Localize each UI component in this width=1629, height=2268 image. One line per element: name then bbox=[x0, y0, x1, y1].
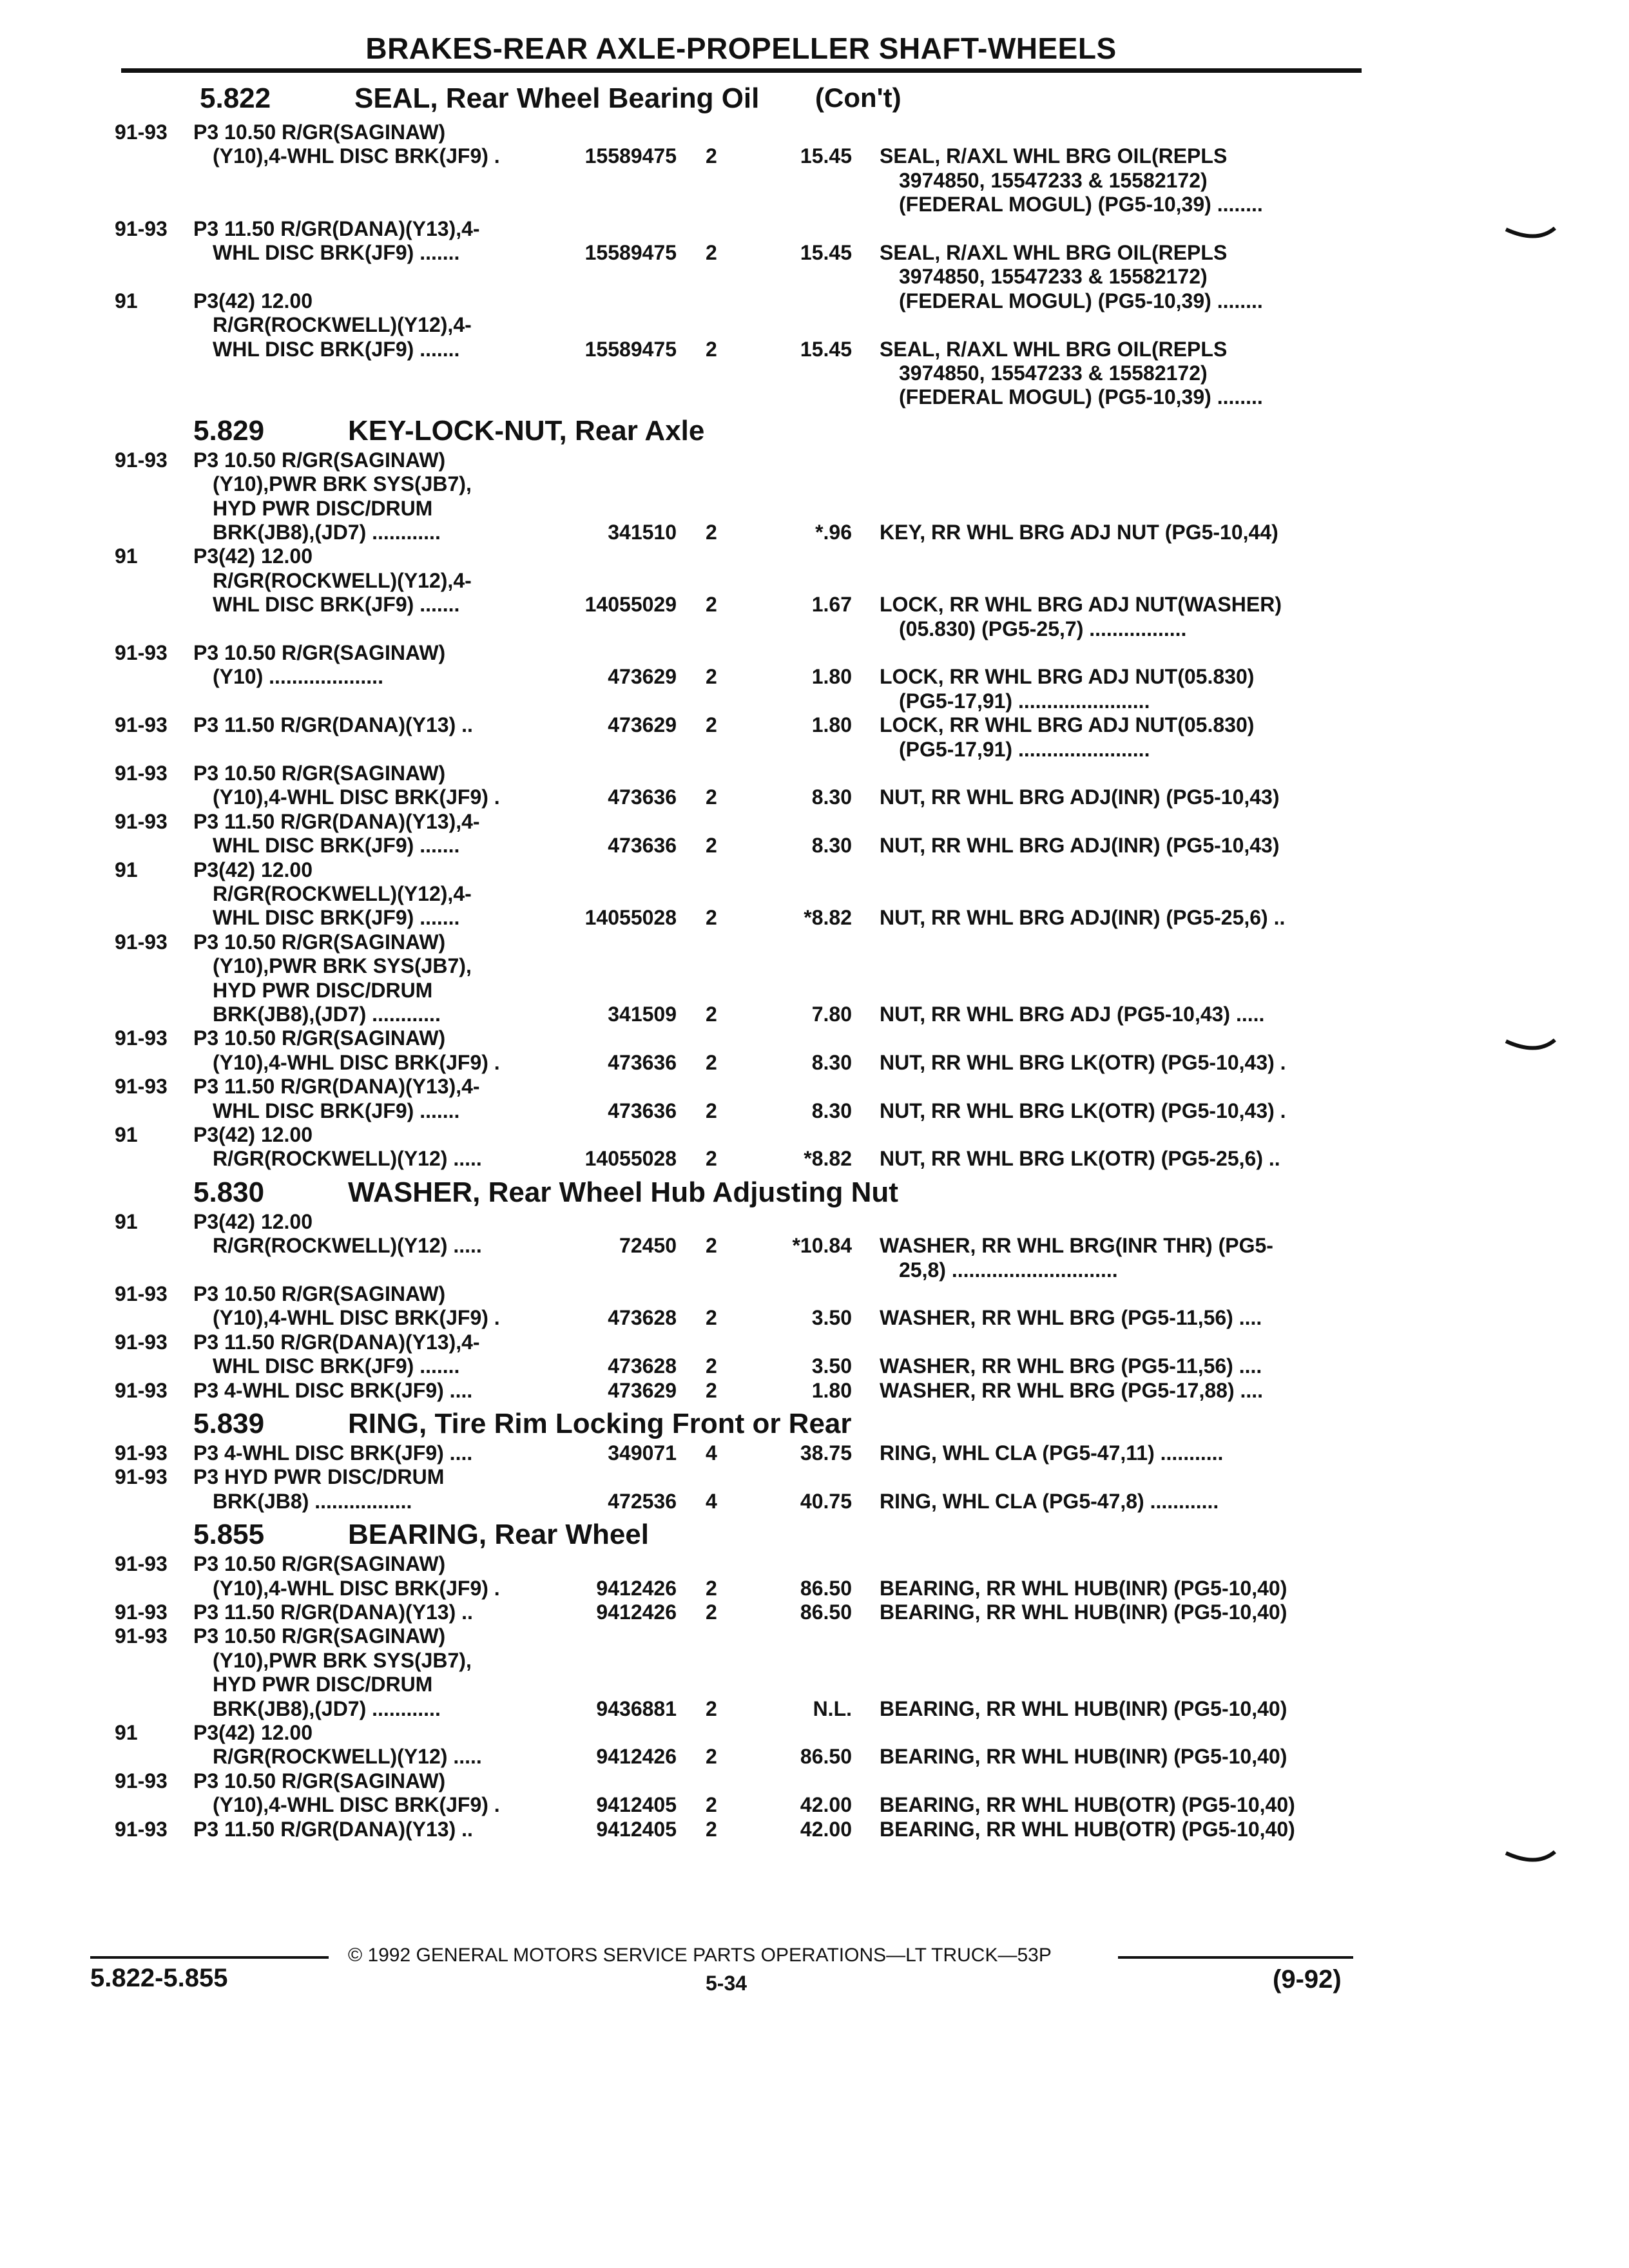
quantity: 2 bbox=[706, 665, 717, 689]
part-number: 341510 bbox=[608, 521, 677, 544]
application-description: (Y10),PWR BRK SYS(JB7), bbox=[213, 1648, 472, 1672]
application-description: WHL DISC BRK(JF9) ....... bbox=[213, 593, 460, 617]
application-description: (Y10),PWR BRK SYS(JB7), bbox=[213, 472, 472, 496]
application-description: P3 10.50 R/GR(SAGINAW) bbox=[193, 120, 446, 144]
application-description: P3 11.50 R/GR(DANA)(Y13) .. bbox=[193, 1817, 473, 1841]
application-description: (Y10),4-WHL DISC BRK(JF9) . bbox=[213, 1576, 500, 1600]
part-number: 473636 bbox=[608, 1050, 677, 1074]
application-description: P3 11.50 R/GR(DANA)(Y13),4- bbox=[193, 1330, 480, 1354]
section-number: 5.855 bbox=[193, 1519, 265, 1551]
quantity: 2 bbox=[706, 1099, 717, 1122]
model-years: 91 bbox=[115, 289, 138, 312]
part-name: NUT, RR WHL BRG ADJ (PG5-10,43) ..... bbox=[880, 1003, 1265, 1026]
section-title: KEY-LOCK-NUT, Rear Axle bbox=[348, 414, 705, 447]
part-number: 473628 bbox=[608, 1354, 677, 1378]
part-name: LOCK, RR WHL BRG ADJ NUT(05.830) bbox=[880, 665, 1255, 689]
application-description: BRK(JB8),(JD7) ............ bbox=[213, 1696, 441, 1720]
application-description: P3 10.50 R/GR(SAGINAW) bbox=[193, 930, 446, 954]
application-description: P3(42) 12.00 bbox=[193, 1209, 313, 1233]
part-number: 72450 bbox=[619, 1234, 677, 1258]
footer-rule-right bbox=[1118, 1956, 1353, 1959]
part-name: SEAL, R/AXL WHL BRG OIL(REPLS bbox=[880, 241, 1228, 264]
model-years: 91-93 bbox=[115, 1552, 168, 1576]
part-name: 3974850, 15547233 & 15582172) bbox=[899, 168, 1208, 192]
model-years: 91-93 bbox=[115, 930, 168, 954]
model-years: 91-93 bbox=[115, 641, 168, 664]
part-number: 14055028 bbox=[584, 1147, 677, 1171]
part-name: (FEDERAL MOGUL) (PG5-10,39) ........ bbox=[899, 385, 1263, 409]
list-price: 3.50 bbox=[811, 1306, 852, 1330]
application-description: P3 10.50 R/GR(SAGINAW) bbox=[193, 1624, 446, 1648]
part-number: 472536 bbox=[608, 1489, 677, 1513]
quantity: 2 bbox=[706, 1600, 717, 1624]
list-price: *.96 bbox=[815, 521, 852, 544]
application-description: P3(42) 12.00 bbox=[193, 858, 313, 881]
footer-copyright: © 1992 GENERAL MOTORS SERVICE PARTS OPERATIONS—LT TRUCK—53P bbox=[348, 1945, 1052, 1966]
part-name: NUT, RR WHL BRG LK(OTR) (PG5-25,6) .. bbox=[880, 1147, 1280, 1171]
part-name: (FEDERAL MOGUL) (PG5-10,39) ........ bbox=[899, 289, 1263, 312]
application-description: WHL DISC BRK(JF9) ....... bbox=[213, 1099, 460, 1122]
part-number: 473629 bbox=[608, 665, 677, 689]
part-name: NUT, RR WHL BRG LK(OTR) (PG5-10,43) . bbox=[880, 1099, 1286, 1122]
section-title: SEAL, Rear Wheel Bearing Oil bbox=[354, 82, 760, 114]
application-description: P3(42) 12.00 bbox=[193, 544, 313, 568]
list-price: 3.50 bbox=[811, 1354, 852, 1378]
application-description: P3 4-WHL DISC BRK(JF9) .... bbox=[193, 1441, 473, 1465]
application-description: R/GR(ROCKWELL)(Y12),4- bbox=[213, 882, 472, 905]
list-price: 86.50 bbox=[800, 1600, 852, 1624]
list-price: *10.84 bbox=[792, 1234, 852, 1258]
list-price: *8.82 bbox=[804, 906, 852, 930]
quantity: 2 bbox=[706, 1696, 717, 1720]
quantity: 2 bbox=[706, 1745, 717, 1769]
application-description: (Y10),4-WHL DISC BRK(JF9) . bbox=[213, 1793, 500, 1817]
application-description: P3 10.50 R/GR(SAGINAW) bbox=[193, 1282, 446, 1305]
quantity: 4 bbox=[706, 1489, 717, 1513]
quantity: 2 bbox=[706, 144, 717, 168]
model-years: 91-93 bbox=[115, 216, 168, 240]
application-description: (Y10),4-WHL DISC BRK(JF9) . bbox=[213, 1050, 500, 1074]
model-years: 91 bbox=[115, 1721, 138, 1744]
part-number: 15589475 bbox=[584, 144, 677, 168]
list-price: 15.45 bbox=[800, 144, 852, 168]
application-description: P3 10.50 R/GR(SAGINAW) bbox=[193, 641, 446, 664]
part-name: WASHER, RR WHL BRG(INR THR) (PG5- bbox=[880, 1234, 1273, 1258]
list-price: 38.75 bbox=[800, 1441, 852, 1465]
list-price: *8.82 bbox=[804, 1147, 852, 1171]
application-description: HYD PWR DISC/DRUM bbox=[213, 1673, 433, 1696]
part-name: LOCK, RR WHL BRG ADJ NUT(05.830) bbox=[880, 713, 1255, 737]
list-price: 42.00 bbox=[800, 1793, 852, 1817]
application-description: P3 11.50 R/GR(DANA)(Y13),4- bbox=[193, 216, 480, 240]
part-name: 25,8) ............................. bbox=[899, 1258, 1118, 1282]
quantity: 4 bbox=[706, 1441, 717, 1465]
quantity: 2 bbox=[706, 1234, 717, 1258]
part-number: 473629 bbox=[608, 1378, 677, 1402]
section-number: 5.830 bbox=[193, 1176, 265, 1208]
part-name: WASHER, RR WHL BRG (PG5-11,56) .... bbox=[880, 1306, 1262, 1330]
model-years: 91-93 bbox=[115, 1026, 168, 1050]
part-name: (PG5-17,91) ....................... bbox=[899, 689, 1150, 713]
application-description: (Y10),4-WHL DISC BRK(JF9) . bbox=[213, 785, 500, 809]
application-description: P3 11.50 R/GR(DANA)(Y13),4- bbox=[193, 809, 480, 833]
part-name: NUT, RR WHL BRG ADJ(INR) (PG5-10,43) bbox=[880, 785, 1280, 809]
model-years: 91-93 bbox=[115, 713, 168, 737]
section-heading bbox=[0, 1519, 1629, 1554]
part-name: (PG5-17,91) ....................... bbox=[899, 737, 1150, 761]
quantity: 2 bbox=[706, 1576, 717, 1600]
section-number: 5.822 bbox=[200, 82, 271, 114]
footer-rule-left bbox=[90, 1956, 329, 1959]
application-description: P3 10.50 R/GR(SAGINAW) bbox=[193, 1026, 446, 1050]
quantity: 2 bbox=[706, 1050, 717, 1074]
scan-mark bbox=[1505, 1037, 1556, 1057]
quantity: 2 bbox=[706, 1147, 717, 1171]
part-number: 9412426 bbox=[596, 1745, 677, 1769]
scan-mark bbox=[1505, 226, 1556, 245]
model-years: 91 bbox=[115, 1123, 138, 1146]
part-name: NUT, RR WHL BRG ADJ(INR) (PG5-25,6) .. bbox=[880, 906, 1286, 930]
quantity: 2 bbox=[706, 1793, 717, 1817]
application-description: WHL DISC BRK(JF9) ....... bbox=[213, 241, 460, 264]
model-years: 91 bbox=[115, 858, 138, 881]
application-description: P3 11.50 R/GR(DANA)(Y13) .. bbox=[193, 713, 473, 737]
application-description: P3(42) 12.00 bbox=[193, 1123, 313, 1146]
section-number: 5.839 bbox=[193, 1408, 265, 1439]
section-number: 5.829 bbox=[193, 414, 265, 447]
quantity: 2 bbox=[706, 1817, 717, 1841]
quantity: 2 bbox=[706, 337, 717, 361]
part-name: BEARING, RR WHL HUB(INR) (PG5-10,40) bbox=[880, 1600, 1287, 1624]
application-description: R/GR(ROCKWELL)(Y12),4- bbox=[213, 313, 472, 337]
part-number: 15589475 bbox=[584, 241, 677, 264]
list-price: N.L. bbox=[813, 1696, 852, 1720]
part-name: BEARING, RR WHL HUB(OTR) (PG5-10,40) bbox=[880, 1793, 1295, 1817]
list-price: 8.30 bbox=[811, 1050, 852, 1074]
application-description: P3 10.50 R/GR(SAGINAW) bbox=[193, 1769, 446, 1792]
scan-mark bbox=[1505, 1849, 1556, 1869]
part-number: 9412405 bbox=[596, 1793, 677, 1817]
section-title: RING, Tire Rim Locking Front or Rear bbox=[348, 1408, 852, 1439]
list-price: 7.80 bbox=[811, 1003, 852, 1026]
list-price: 1.80 bbox=[811, 1378, 852, 1402]
application-description: R/GR(ROCKWELL)(Y12),4- bbox=[213, 568, 472, 592]
part-name: KEY, RR WHL BRG ADJ NUT (PG5-10,44) bbox=[880, 521, 1278, 544]
application-description: BRK(JB8),(JD7) ............ bbox=[213, 1003, 441, 1026]
application-description: BRK(JB8) ................. bbox=[213, 1489, 412, 1513]
model-years: 91-93 bbox=[115, 1075, 168, 1099]
application-description: WHL DISC BRK(JF9) ....... bbox=[213, 906, 460, 930]
section-heading bbox=[0, 1408, 1629, 1443]
part-name: BEARING, RR WHL HUB(INR) (PG5-10,40) bbox=[880, 1696, 1287, 1720]
part-name: RING, WHL CLA (PG5-47,11) ........... bbox=[880, 1441, 1224, 1465]
application-description: (Y10),4-WHL DISC BRK(JF9) . bbox=[213, 1306, 500, 1330]
part-number: 349071 bbox=[608, 1441, 677, 1465]
page-title: BRAKES-REAR AXLE-PROPELLER SHAFT-WHEELS bbox=[365, 32, 1117, 65]
application-description: P3 10.50 R/GR(SAGINAW) bbox=[193, 1552, 446, 1576]
application-description: R/GR(ROCKWELL)(Y12) ..... bbox=[213, 1234, 482, 1258]
part-name: LOCK, RR WHL BRG ADJ NUT(WASHER) bbox=[880, 593, 1282, 617]
part-name: WASHER, RR WHL BRG (PG5-11,56) .... bbox=[880, 1354, 1262, 1378]
footer-section-range: 5.822-5.855 bbox=[90, 1964, 228, 1992]
model-years: 91-93 bbox=[115, 809, 168, 833]
application-description: P3 HYD PWR DISC/DRUM bbox=[193, 1465, 445, 1489]
list-price: 15.45 bbox=[800, 337, 852, 361]
list-price: 1.80 bbox=[811, 665, 852, 689]
part-number: 473628 bbox=[608, 1306, 677, 1330]
quantity: 2 bbox=[706, 713, 717, 737]
part-number: 9436881 bbox=[596, 1696, 677, 1720]
section-continued: (Con't) bbox=[815, 82, 901, 113]
application-description: (Y10) .................... bbox=[213, 665, 383, 689]
part-number: 473629 bbox=[608, 713, 677, 737]
list-price: 86.50 bbox=[800, 1576, 852, 1600]
part-name: SEAL, R/AXL WHL BRG OIL(REPLS bbox=[880, 337, 1228, 361]
application-description: (Y10),PWR BRK SYS(JB7), bbox=[213, 954, 472, 978]
section-heading bbox=[0, 1177, 1629, 1212]
application-description: WHL DISC BRK(JF9) ....... bbox=[213, 834, 460, 858]
part-number: 9412426 bbox=[596, 1600, 677, 1624]
quantity: 2 bbox=[706, 521, 717, 544]
part-name: BEARING, RR WHL HUB(INR) (PG5-10,40) bbox=[880, 1576, 1287, 1600]
part-name: NUT, RR WHL BRG LK(OTR) (PG5-10,43) . bbox=[880, 1050, 1286, 1074]
application-description: R/GR(ROCKWELL)(Y12) ..... bbox=[213, 1147, 482, 1171]
section-title: BEARING, Rear Wheel bbox=[348, 1519, 649, 1551]
part-name: BEARING, RR WHL HUB(OTR) (PG5-10,40) bbox=[880, 1817, 1295, 1841]
part-name: RING, WHL CLA (PG5-47,8) ............ bbox=[880, 1489, 1219, 1513]
list-price: 40.75 bbox=[800, 1489, 852, 1513]
list-price: 8.30 bbox=[811, 1099, 852, 1122]
section-heading bbox=[0, 415, 1629, 450]
part-number: 9412426 bbox=[596, 1576, 677, 1600]
model-years: 91-93 bbox=[115, 1330, 168, 1354]
list-price: 42.00 bbox=[800, 1817, 852, 1841]
model-years: 91-93 bbox=[115, 1378, 168, 1402]
part-number: 473636 bbox=[608, 785, 677, 809]
part-name: 3974850, 15547233 & 15582172) bbox=[899, 361, 1208, 385]
application-description: HYD PWR DISC/DRUM bbox=[213, 978, 433, 1002]
quantity: 2 bbox=[706, 785, 717, 809]
quantity: 2 bbox=[706, 1354, 717, 1378]
model-years: 91-93 bbox=[115, 1769, 168, 1792]
list-price: 86.50 bbox=[800, 1745, 852, 1769]
quantity: 2 bbox=[706, 593, 717, 617]
model-years: 91-93 bbox=[115, 1282, 168, 1305]
part-name: SEAL, R/AXL WHL BRG OIL(REPLS bbox=[880, 144, 1228, 168]
part-name: (FEDERAL MOGUL) (PG5-10,39) ........ bbox=[899, 193, 1263, 216]
footer-revision-date: (9-92) bbox=[1273, 1965, 1342, 1994]
part-number: 341509 bbox=[608, 1003, 677, 1026]
application-description: P3 11.50 R/GR(DANA)(Y13),4- bbox=[193, 1075, 480, 1099]
application-description: BRK(JB8),(JD7) ............ bbox=[213, 521, 441, 544]
part-number: 14055028 bbox=[584, 906, 677, 930]
model-years: 91-93 bbox=[115, 1441, 168, 1465]
list-price: 1.80 bbox=[811, 713, 852, 737]
header-rule bbox=[121, 68, 1362, 73]
application-description: P3 4-WHL DISC BRK(JF9) .... bbox=[193, 1378, 473, 1402]
part-number: 473636 bbox=[608, 834, 677, 858]
list-price: 8.30 bbox=[811, 834, 852, 858]
quantity: 2 bbox=[706, 834, 717, 858]
quantity: 2 bbox=[706, 1378, 717, 1402]
part-name: NUT, RR WHL BRG ADJ(INR) (PG5-10,43) bbox=[880, 834, 1280, 858]
part-number: 9412405 bbox=[596, 1817, 677, 1841]
quantity: 2 bbox=[706, 241, 717, 264]
part-name: (05.830) (PG5-25,7) ................. bbox=[899, 617, 1187, 640]
list-price: 1.67 bbox=[811, 593, 852, 617]
application-description: P3 11.50 R/GR(DANA)(Y13) .. bbox=[193, 1600, 473, 1624]
model-years: 91-93 bbox=[115, 448, 168, 472]
application-description: P3(42) 12.00 bbox=[193, 1721, 313, 1744]
model-years: 91 bbox=[115, 1209, 138, 1233]
part-number: 473636 bbox=[608, 1099, 677, 1122]
model-years: 91-93 bbox=[115, 120, 168, 144]
model-years: 91-93 bbox=[115, 1465, 168, 1489]
model-years: 91 bbox=[115, 544, 138, 568]
part-number: 14055029 bbox=[584, 593, 677, 617]
quantity: 2 bbox=[706, 1003, 717, 1026]
quantity: 2 bbox=[706, 906, 717, 930]
model-years: 91-93 bbox=[115, 1624, 168, 1648]
application-description: P3 10.50 R/GR(SAGINAW) bbox=[193, 762, 446, 785]
section-title: WASHER, Rear Wheel Hub Adjusting Nut bbox=[348, 1176, 898, 1208]
application-description: R/GR(ROCKWELL)(Y12) ..... bbox=[213, 1745, 482, 1769]
section-heading bbox=[0, 82, 1629, 118]
application-description: HYD PWR DISC/DRUM bbox=[213, 496, 433, 520]
application-description: P3(42) 12.00 bbox=[193, 289, 313, 312]
quantity: 2 bbox=[706, 1306, 717, 1330]
application-description: WHL DISC BRK(JF9) ....... bbox=[213, 1354, 460, 1378]
application-description: WHL DISC BRK(JF9) ....... bbox=[213, 337, 460, 361]
application-description: P3 10.50 R/GR(SAGINAW) bbox=[193, 448, 446, 472]
part-name: 3974850, 15547233 & 15582172) bbox=[899, 265, 1208, 289]
list-price: 8.30 bbox=[811, 785, 852, 809]
model-years: 91-93 bbox=[115, 762, 168, 785]
model-years: 91-93 bbox=[115, 1817, 168, 1841]
part-name: WASHER, RR WHL BRG (PG5-17,88) .... bbox=[880, 1378, 1264, 1402]
model-years: 91-93 bbox=[115, 1600, 168, 1624]
footer-page-number: 5-34 bbox=[706, 1972, 747, 1995]
part-number: 15589475 bbox=[584, 337, 677, 361]
part-name: BEARING, RR WHL HUB(INR) (PG5-10,40) bbox=[880, 1745, 1287, 1769]
list-price: 15.45 bbox=[800, 241, 852, 264]
application-description: (Y10),4-WHL DISC BRK(JF9) . bbox=[213, 144, 500, 168]
